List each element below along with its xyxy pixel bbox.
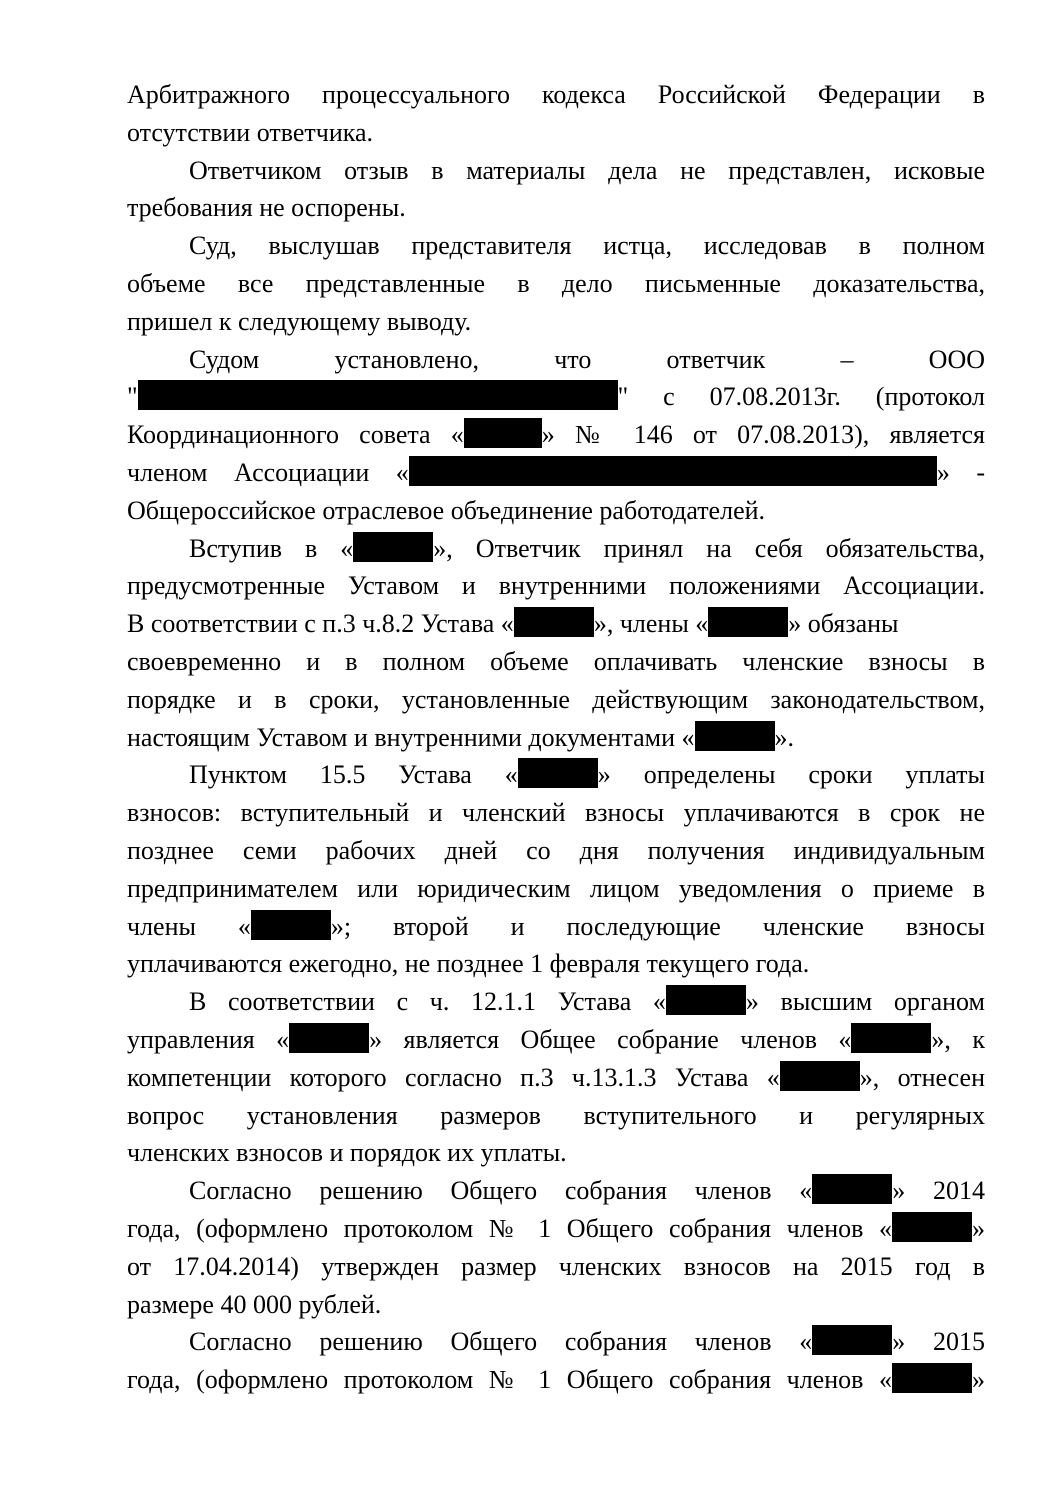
redaction-bar (812, 1174, 892, 1204)
text-fragment: члены « (127, 911, 251, 941)
text-line (127, 1059, 985, 1097)
text-fragment: Координационного совета « (127, 420, 464, 450)
redaction-bar (666, 985, 746, 1015)
text-fragment: В соответствии с п.3 ч.8.2 Устава « (127, 609, 514, 639)
text-line: от 17.04.2014) утвержден размер членских взносов на 2015 год в (127, 1251, 985, 1281)
text-line (127, 454, 985, 492)
redaction-bar (892, 1363, 972, 1393)
text-line: Суд, выслушав представителя истца, исследовав в полном (189, 231, 985, 261)
redaction-bar (695, 721, 775, 751)
text-line (127, 530, 985, 568)
text-fragment: Согласно решению Общего собрания членов « (189, 1327, 813, 1357)
text-fragment: В соответствии с ч. 12.1.1 Устава « (189, 987, 666, 1017)
text-fragment: » является Общее собрание членов « (369, 1024, 852, 1054)
text-line (127, 1323, 985, 1361)
text-fragment: » - (936, 457, 985, 487)
redaction-bar (409, 456, 937, 486)
document-page (127, 76, 985, 1399)
text-line: позднее семи рабочих дней со дня получения индивидуальным (127, 835, 985, 865)
text-line: требования не оспорены. (127, 193, 406, 223)
redaction-bar (138, 380, 618, 410)
text-line: своевременно и в полном объеме оплачивать членские взносы в (127, 646, 985, 676)
text-line: порядке и в сроки, установленные действующим законодательством, (127, 684, 985, 714)
text-line: предпринимателем или юридическим лицом уведомления о приеме в (127, 873, 985, 903)
redaction-bar (892, 1212, 972, 1242)
text-fragment: », Ответчик принял на себя обязательства, (433, 533, 985, 563)
text-line (127, 1210, 985, 1248)
redaction-bar (289, 1023, 369, 1053)
text-line: пришел к следующему выводу. (127, 306, 472, 336)
text-fragment: » 2014 (892, 1176, 985, 1206)
text-fragment: Вступив в « (189, 533, 354, 563)
redaction-bar (514, 607, 594, 637)
redaction-bar (780, 1061, 860, 1091)
redaction-bar (518, 758, 598, 788)
text-line (127, 756, 985, 794)
text-line: Ответчиком отзыв в материалы дела не представлен, исковые (189, 155, 985, 185)
text-line (127, 719, 985, 757)
redaction-bar (251, 910, 331, 940)
text-line: отсутствии ответчика. (127, 117, 374, 147)
text-fragment: членом Ассоциации « (127, 457, 409, 487)
redaction-bar (708, 607, 788, 637)
text-line: предусмотренные Уставом и внутренними положениями Ассоциации. (127, 571, 985, 601)
text-fragment: » (972, 1365, 985, 1395)
text-line: Общероссийское отраслевое объединение работодателей. (127, 495, 766, 525)
text-fragment: Пунктом 15.5 Устава « (189, 760, 518, 790)
text-line: Судом установлено, что ответчик – ООО (189, 344, 985, 374)
text-fragment: » (972, 1213, 985, 1243)
text-fragment: ». (774, 722, 795, 752)
text-fragment: » обязаны (788, 609, 899, 639)
text-fragment: » высшим органом (745, 987, 985, 1017)
text-line: объеме все представленные в дело письменные доказательства, (127, 268, 985, 298)
text-fragment: управления « (127, 1024, 290, 1054)
text-line (127, 1172, 985, 1210)
text-fragment: » 2015 (892, 1327, 985, 1357)
text-fragment: " (127, 382, 138, 412)
text-fragment: настоящим Уставом и внутренними документами « (127, 722, 695, 752)
redaction-bar (851, 1023, 931, 1053)
text-fragment: », отнесен (859, 1062, 985, 1092)
text-line: уплачиваются ежегодно, не позднее 1 февраля текущего года. (127, 949, 810, 979)
text-line: взносов: вступительный и членский взносы уплачиваются в срок не (127, 798, 985, 828)
text-line (127, 378, 985, 416)
redaction-bar (464, 418, 542, 448)
text-line: вопрос установления размеров вступительного и регулярных (127, 1100, 985, 1130)
text-fragment: » № 146 от 07.08.2013), является (541, 420, 985, 450)
text-line (127, 908, 985, 946)
text-line: Арбитражного процессуального кодекса Российской Федерации в (127, 80, 985, 109)
text-fragment: », к (931, 1024, 985, 1054)
text-fragment: Согласно решению Общего собрания членов « (189, 1176, 813, 1206)
text-line: размере 40 000 рублей. (127, 1289, 382, 1319)
redaction-bar (812, 1325, 892, 1355)
text-fragment: года, (оформлено протоколом № 1 Общего собрания членов « (127, 1365, 892, 1395)
text-line (127, 416, 985, 454)
text-fragment: », члены « (593, 609, 709, 639)
text-line: членских взносов и порядок их уплаты. (127, 1138, 567, 1168)
text-line (127, 605, 985, 643)
text-line (127, 983, 985, 1021)
text-fragment: компетенции которого согласно п.3 ч.13.1.3 Устава « (127, 1062, 780, 1092)
text-line (127, 1361, 985, 1399)
text-fragment: года, (оформлено протоколом № 1 Общего собрания членов « (127, 1213, 892, 1243)
text-line (127, 1021, 985, 1059)
text-fragment: »; второй и последующие членские взносы (330, 911, 985, 941)
text-fragment: " с 07.08.2013г. (протокол (617, 382, 985, 412)
redaction-bar (353, 532, 433, 562)
text-fragment: » определены сроки уплаты (597, 760, 985, 790)
